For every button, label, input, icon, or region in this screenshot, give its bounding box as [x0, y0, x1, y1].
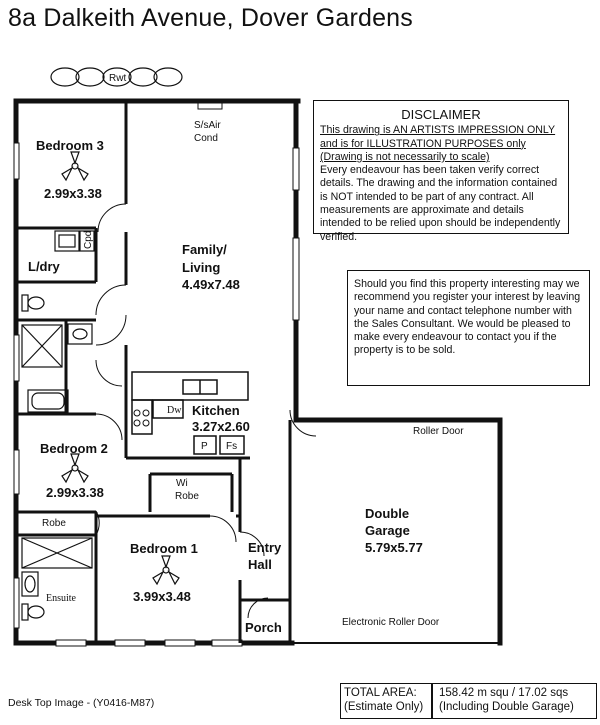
- wi-label: Wi: [176, 478, 188, 489]
- rwt-label: Rwt: [109, 73, 127, 84]
- disclaimer-heading: DISCLAIMER: [401, 107, 481, 122]
- bedroom3-label: Bedroom 3: [36, 138, 104, 153]
- total-area-values: [439, 686, 574, 714]
- kitchen-size: 3.27x2.60: [192, 419, 250, 434]
- total-area-value-1: 158.42 m squ / 17.02 sqs: [439, 687, 569, 699]
- dishwasher-label: Dw: [167, 405, 182, 416]
- vanity-icon: [68, 324, 92, 344]
- toilet-icon: [22, 295, 44, 311]
- family-size: 4.49x7.48: [182, 277, 240, 292]
- interest-note-box: [347, 270, 590, 386]
- pantry-label: P: [201, 441, 208, 452]
- garage-label: Double: [365, 506, 410, 521]
- wi-robe-label: Robe: [175, 491, 199, 502]
- cpd-label: Cpd: [83, 230, 94, 249]
- kitchen-label: Kitchen: [192, 403, 240, 418]
- ceiling-fan-icon: [153, 556, 179, 584]
- hall-label: Hall: [248, 557, 272, 572]
- total-area-label-2: (Estimate Only): [344, 701, 424, 713]
- total-area-value-2: (Including Double Garage): [439, 701, 574, 713]
- total-area-box: [340, 683, 597, 719]
- family-label: Family/: [182, 242, 227, 257]
- disclaimer-box: [313, 100, 569, 243]
- property-title: 8a Dalkeith Avenue, Dover Gardens: [8, 4, 413, 32]
- electronic-roller-door-label: Electronic Roller Door: [342, 617, 440, 628]
- bath-icon: [28, 390, 68, 412]
- cooktop-icon: [134, 410, 149, 426]
- laundry-label: L/dry: [28, 259, 60, 274]
- fridge-space-label: Fs: [226, 441, 238, 452]
- ac-label-2: Cond: [194, 133, 218, 144]
- roller-door-label: Roller Door: [413, 426, 464, 437]
- total-area-divider: [431, 684, 433, 718]
- disclaimer-line-1: This drawing is AN ARTISTS IMPRESSION ONLY: [320, 124, 556, 137]
- garage-size: 5.79x5.77: [365, 540, 423, 555]
- ac-label: S/sAir: [194, 120, 221, 131]
- ensuite-vanity-icon: [22, 572, 38, 596]
- disclaimer-body: Every endeavour has been taken verify correct details. The drawing and the information contained is NOT intended to be part of any contract. All measurements are approximate and details intended to be relied upon should be independently verified.: [320, 164, 561, 243]
- ceiling-fan-icon: [62, 152, 88, 180]
- shower-icon: [22, 325, 62, 367]
- robe-label: Robe: [42, 518, 66, 529]
- disclaimer-line-3: (Drawing is not necessarily to scale): [320, 150, 490, 163]
- entry-label: Entry: [248, 540, 282, 555]
- garage-label-2: Garage: [365, 523, 410, 538]
- ensuite-toilet-icon: [22, 604, 44, 620]
- bedroom1-size: 3.99x3.48: [133, 589, 191, 604]
- ensuite-shower-icon: [22, 538, 92, 568]
- bedroom2-size: 2.99x3.38: [46, 485, 104, 500]
- disclaimer-line-2: and is for ILLUSTRATION PURPOSES only: [320, 137, 526, 150]
- bedroom3-size: 2.99x3.38: [44, 186, 102, 201]
- bedroom2-label: Bedroom 2: [40, 441, 108, 456]
- image-code: Desk Top Image - (Y0416-M87): [8, 697, 155, 709]
- living-label: Living: [182, 260, 221, 275]
- ceiling-fan-icon: [62, 454, 88, 482]
- bedroom1-label: Bedroom 1: [130, 541, 198, 556]
- porch-label: Porch: [245, 620, 282, 635]
- ensuite-label: Ensuite: [46, 593, 76, 604]
- air-conditioner-icon: [198, 103, 222, 109]
- total-area-label-1: TOTAL AREA:: [344, 687, 417, 699]
- interest-note-text: Should you find this property interesting may we recommend you register your interest by leaving your name and contact telephone number with the Sales Consultant. We would be pleased to make every endeavour to contact you if the property is to be sold.: [354, 278, 581, 357]
- total-area-labels: [344, 686, 423, 714]
